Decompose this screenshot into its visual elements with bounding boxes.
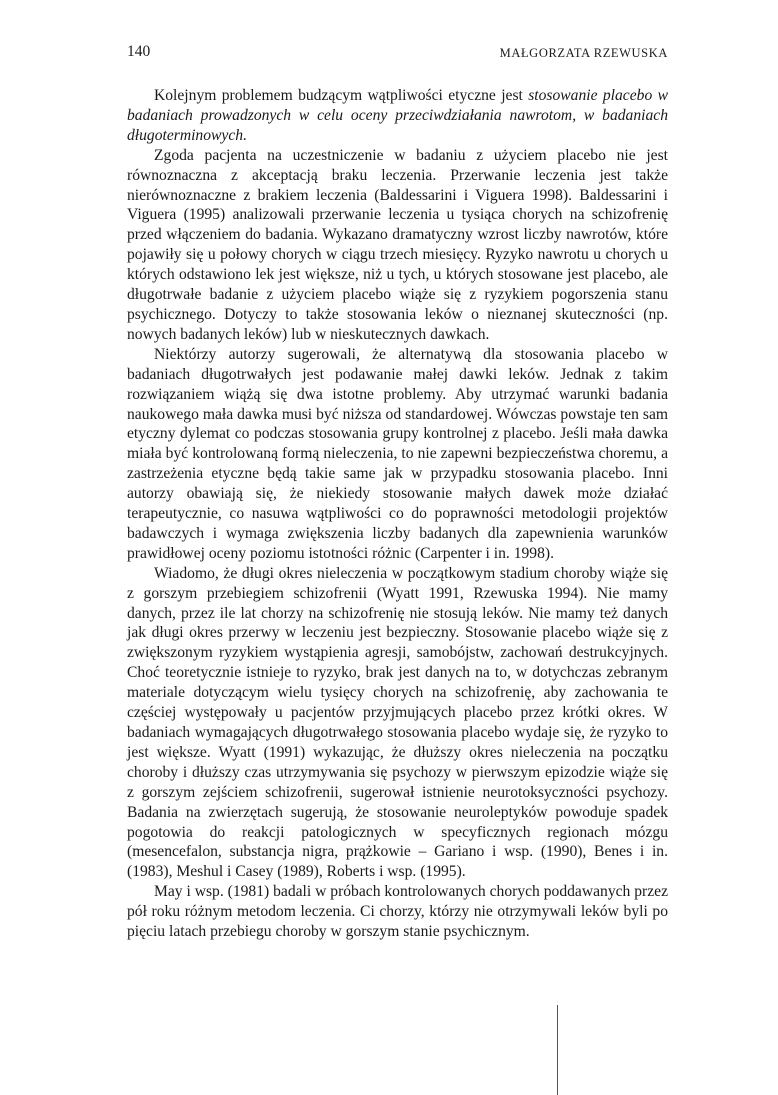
paragraph-5: May i wsp. (1981) badali w próbach kontrolowanych chorych poddawanych przez pół roku różnym metodom leczenia. Ci chorzy, którzy nie otrzymywali leków byli po pięciu latach przebiegu choroby w gorszym stanie psychicznym. — [127, 883, 668, 941]
paragraph-4: Wiadomo, że długi okres nieleczenia w początkowym stadium choroby wiąże się z gorszym przebiegiem schizofrenii (Wyatt 1991, Rzewuska 1994). Nie mamy danych, przez ile lat chorzy na schizofrenię nie stosują leków. Nie mamy też danych jak długi okres przerwy w leczeniu jest bezpieczny. Stosowanie placebo wiąże się z zwiększonym ryzykiem wystąpienia agresji, samobójstw, zachowań destrukcyjnych. Choć teoretycznie istnieje to ryzyko, brak jest danych na to, w dotychczas zebranym materiale dotyczącym wielu tysięcy chorych na schizofrenię, aby zachowania te częściej występowały u pacjentów przyjmujących placebo przez krótki okres. W badaniach wymagających długotrwałego stosowania placebo wydaje się, że ryzyko to jest większe. Wyatt (1991) wykazując, że dłuższy okres nieleczenia na początku choroby i dłuższy czas utrzymywania się psychozy w pierwszym epizodzie wiąże się z gorszym zejściem schizofrenii, sugerował istnienie neurotoksyczności psychozy. Badania na zwierzętach sugerują, że stosowanie neuroleptyków powoduje spadek pogotowia do reakcji patologicznych w specyficznych regionach mózgu (mesencefalon, substancja nigra, prążkowie – Gariano i wsp. (1990), Benes i in. (1983), Meshul i Casey (1989), Roberts i wsp. (1995). — [127, 564, 668, 881]
paragraph-1 — [127, 86, 668, 146]
paragraph-1-italic: stosowanie placebo w badaniach prowadzonych w celu oceny przeciwdziałania nawrotom, w badaniach długoterminowych. — [127, 87, 669, 144]
body-text — [127, 86, 668, 942]
paragraph-1-lead: Kolejnym problemem budzącym wątpliwości etyczne jest — [154, 87, 529, 104]
scan-artifact-line — [557, 1005, 558, 1095]
running-head-author: MAŁGORZATA RZEWUSKA — [499, 46, 668, 60]
page-number: 140 — [127, 43, 151, 60]
page-header — [127, 43, 668, 67]
paragraph-2: Zgoda pacjenta na uczestniczenie w badaniu z użyciem placebo nie jest równoznaczna z akceptacją braku leczenia. Przerwanie leczenia jest także nierównoznaczne z brakiem leczenia (Baldessarini i Viguera 1998). Baldessarini i Viguera (1995) analizowali przerwanie leczenia u tysiąca chorych na schizofrenię przed włączeniem do badania. Wykazano dramatyczny wzrost liczby nawrotów, które pojawiły się u połowy chorych w ciągu trzech miesięcy. Ryzyko nawrotu u chorych u których odstawiono lek jest większe, niż u tych, u których stosowane jest placebo, ale długotrwałe badanie z użyciem placebo wiąże się z ryzykiem pogorszenia stanu psychicznego. Dotyczy to także stosowania leków o nieznanej skuteczności (np. nowych badanych leków) lub w nieskutecznych dawkach. — [127, 146, 668, 343]
paragraph-3: Niektórzy autorzy sugerowali, że alternatywą dla stosowania placebo w badaniach długotrwałych jest podawanie małej dawki leków. Jednak z takim rozwiązaniem wiążą się dwa istotne problemy. Aby utrzymać warunki badania naukowego mała dawka musi być niższa od standardowej. Wówczas powstaje ten sam etyczny dylemat co podczas stosowania grupy kontrolnej z placebo. Jeśli mała dawka miała być kontrolowaną formą nieleczenia, to nie zapewni bezpieczeństwa choremu, a zastrzeżenia etyczne będą takie same jak w przypadku stosowania placebo. Inni autorzy obawiają się, że niekiedy stosowanie małych dawek może działać terapeutycznie, co nasuwa wątpliwości co do poprawności metodologii projektów badawczych i wymaga zwiększenia liczby badanych dla zapewnienia warunków prawidłowej oceny poziomu istotności różnic (Carpenter i in. 1998). — [127, 345, 668, 562]
